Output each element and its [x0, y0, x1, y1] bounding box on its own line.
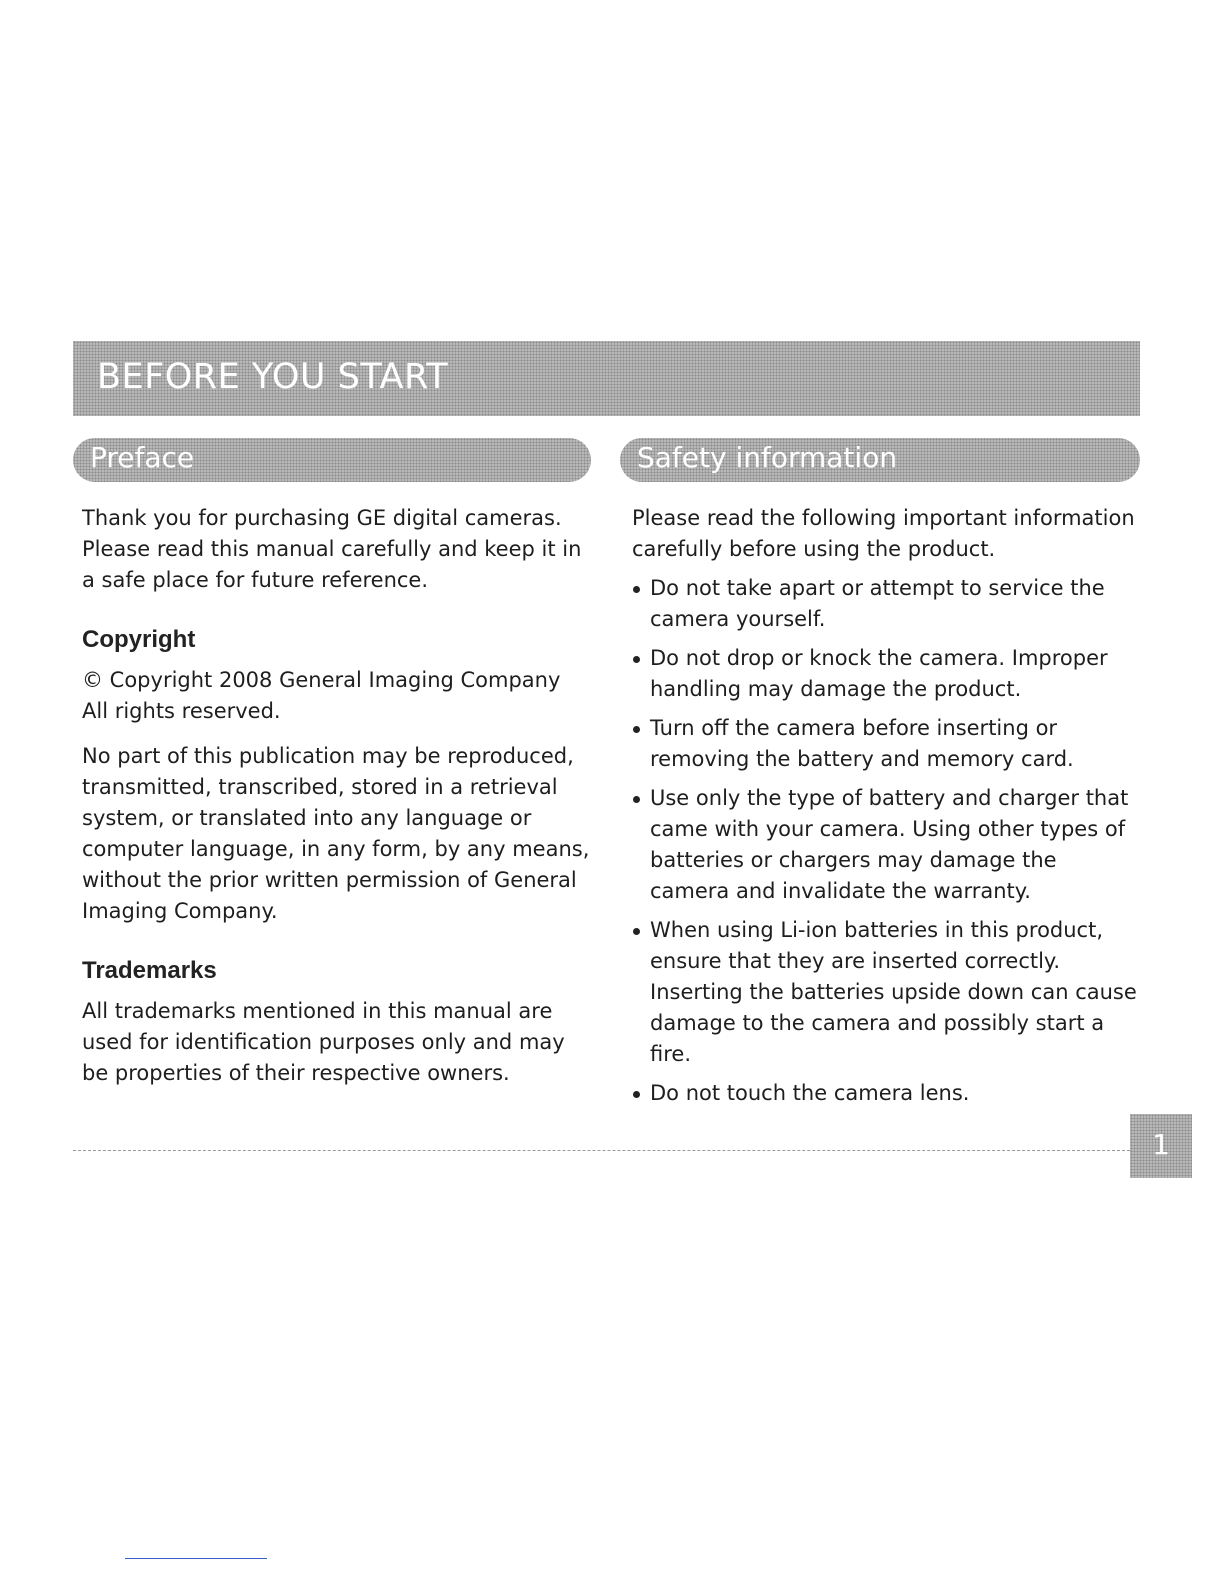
safety-item: Do not take apart or attempt to service the camera yourself.: [632, 573, 1140, 635]
safety-item: Use only the type of battery and charger that came with your camera. Using other types of batteries or chargers may damage the camera and invalidate the warranty.: [632, 783, 1140, 907]
page-number-tab: [1130, 1114, 1192, 1178]
section-title: BEFORE YOU START: [97, 357, 449, 397]
safety-intro: Please read the following important information carefully before using the product.: [632, 506, 1135, 561]
safety-heading: Safety information: [637, 441, 898, 474]
page-number: 1: [1152, 1128, 1170, 1161]
section-banner: [73, 341, 1140, 416]
preface-heading: Preface: [90, 441, 195, 474]
safety-item: Do not drop or knock the camera. Improper handling may damage the product.: [632, 643, 1140, 705]
safety-list: [632, 573, 1140, 1109]
trademarks-heading: Trademarks: [82, 957, 217, 984]
trademarks-body: All trademarks mentioned in this manual are used for identification purposes only and may be properties of their respective owners.: [82, 999, 565, 1085]
footer-underline: [125, 1558, 267, 1559]
safety-item: Do not touch the camera lens.: [632, 1078, 1140, 1109]
safety-item: Turn off the camera before inserting or removing the battery and memory card.: [632, 713, 1140, 775]
preface-column: [82, 503, 592, 1089]
safety-item: When using Li-ion batteries in this product, ensure that they are inserted correctly. Inserting the batteries upside down can cause damage to the camera and possibly start a fire.: [632, 915, 1140, 1070]
preface-intro: Thank you for purchasing GE digital cameras. Please read this manual carefully and keep it in a safe place for future reference.: [82, 506, 582, 592]
safety-column: [632, 503, 1140, 1117]
footer-divider: [73, 1150, 1130, 1151]
safety-header: [620, 438, 1140, 482]
copyright-body: No part of this publication may be reproduced, transmitted, transcribed, stored in a retrieval system, or translated into any language or computer language, in any form, by any means, without the prior written permission of General Imaging Company.: [82, 744, 590, 923]
copyright-line: © Copyright 2008 General Imaging Company All rights reserved.: [82, 668, 561, 723]
preface-header: [73, 438, 591, 482]
copyright-heading: Copyright: [82, 626, 196, 653]
